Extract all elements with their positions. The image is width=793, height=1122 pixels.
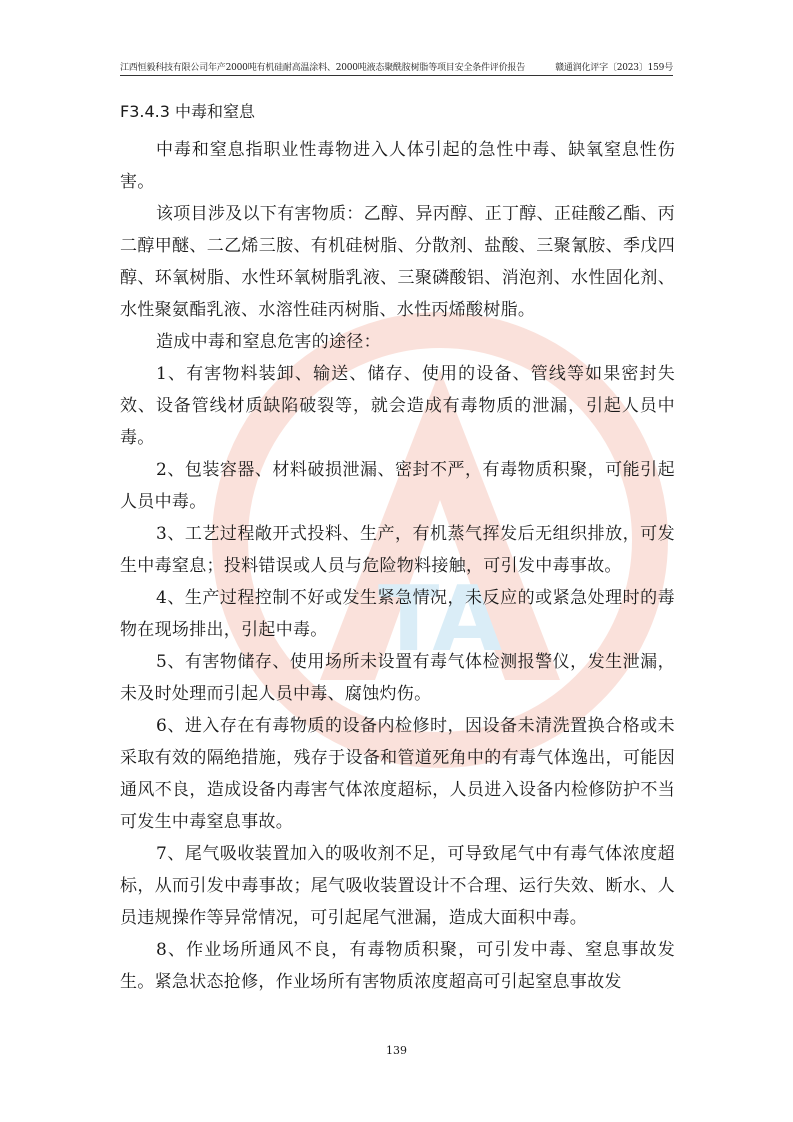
paragraph-item-4: 4、生产过程控制不好或发生紧急情况，未反应的或紧急处理时的毒物在现场排出，引起中毒。	[120, 588, 675, 640]
paragraph-pathways-intro: 造成中毒和窒息危害的途径：	[156, 332, 381, 352]
paragraph-substances: 该项目涉及以下有害物质：乙醇、异丙醇、正丁醇、正硅酸乙酯、丙二醇甲醚、二乙烯三胺、有机硅树脂、分散剂、盐酸、三聚氰胺、季戊四醇、环氧树脂、水性环氧树脂乳液、三聚磷酸铝、消泡剂、水性固化剂、水性聚氨酯乳液、水溶性硅丙树脂、水性丙烯酸树脂。	[120, 204, 675, 320]
paragraph-item-2: 2、包装容器、材料破损泄漏、密封不严，有毒物质积聚，可能引起人员中毒。	[120, 460, 675, 512]
paragraph-item-8: 8、作业场所通风不良，有毒物质积聚，可引发中毒、窒息事故发生。紧急状态抢修，作业场所有害物质浓度超高可引起窒息事故发	[120, 940, 675, 992]
paragraph-item-3: 3、工艺过程敞开式投料、生产，有机蒸气挥发后无组织排放，可发生中毒窒息；投料错误或人员与危险物料接触，可引发中毒事故。	[120, 524, 675, 576]
paragraph-item-5: 5、有害物储存、使用场所未设置有毒气体检测报警仪，发生泄漏，未及时处理而引起人员中毒、腐蚀灼伤。	[120, 652, 675, 704]
header-report-title: 江西恒毅科技有限公司年产2000吨有机硅耐高温涂料、2000吨液态聚酰胺树脂等项目安全条件评价报告	[120, 63, 526, 73]
section-heading: F3.4.3 中毒和窒息	[120, 102, 256, 121]
main-content	[120, 100, 675, 998]
paragraph-item-1: 1、有害物料装卸、输送、储存、使用的设备、管线等如果密封失效、设备管线材质缺陷破裂等，就会造成有毒物质的泄漏，引起人员中毒。	[120, 364, 675, 448]
watermark-letters: TA	[377, 567, 503, 672]
page-number: 139	[386, 1044, 407, 1057]
header-report-number: 赣通润化评字〔2023〕159号	[555, 63, 673, 73]
paragraph-definition: 中毒和窒息指职业性毒物进入人体引起的急性中毒、缺氧窒息性伤害。	[120, 140, 675, 192]
paragraph-item-7: 7、尾气吸收装置加入的吸收剂不足，可导致尾气中有毒气体浓度超标，从而引发中毒事故；尾气吸收装置设计不合理、运行失效、断水、人员违规操作等异常情况，可引起尾气泄漏，造成大面积中毒。	[120, 844, 675, 928]
paragraph-item-6: 6、进入存在有毒物质的设备内检修时，因设备未清洗置换合格或未采取有效的隔绝措施，残存于设备和管道死角中的有毒气体逸出，可能因通风不良，造成设备内毒害气体浓度超标，人员进入设备内检修防护不当可发生中毒窒息事故。	[120, 716, 675, 832]
page-header	[120, 55, 673, 76]
